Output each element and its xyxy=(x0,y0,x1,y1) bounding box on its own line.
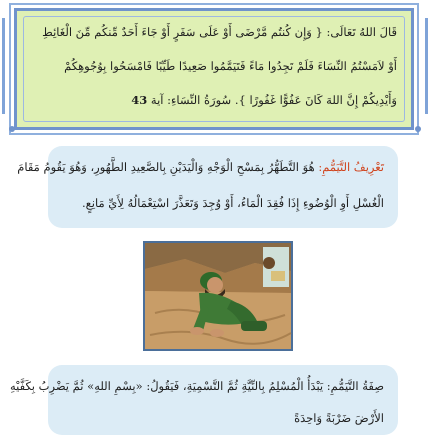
frame-corner-ornament xyxy=(9,126,15,132)
illustration-image xyxy=(145,243,291,349)
description-line-1: صِفَةُ التَّيَمُّمِ: يَبْدَأُ الْمُسْلِمُ بِالنِّيَّةِ ثُمَّ التَّسْمِيَةِ، فَيَقُولُ: «بِسْمِ اللهِ» ثُمَّ يَضْرِبُ بِكَفَّيْهِ xyxy=(9,379,384,393)
definition-line-2: الْغُسْلِ أَوِ الْوُضُوءِ إِذَا فُقِدَ الْمَاءُ، أَوْ وُجِدَ وَتَعَذَّرَ اسْتِعْمَالُهُ لِأَيِّ مَانِعٍ. xyxy=(82,196,384,210)
verse-line-3 xyxy=(31,93,397,107)
right-frame-rule xyxy=(425,18,428,114)
definition-text-1: هُوَ التَّطَهُّرُ بِمَسْحِ الْوَجْهِ وَالْيَدَيْنِ بِالصَّعِيدِ الطَّهُورِ، وَهُوَ يَقُومُ مَقَامَ xyxy=(17,160,315,174)
description-card xyxy=(9,365,398,435)
ayah-number: 43 xyxy=(131,93,148,107)
definition-card xyxy=(17,146,398,228)
left-frame-rule xyxy=(2,18,5,114)
definition-line-1 xyxy=(17,160,384,174)
verse-line-1: قَالَ اللهُ تَعَالَى: { وَإِن كُنتُم مَّرْضَى أَوْ عَلَى سَفَرٍ أَوْ جَاءَ أَحَدٌ مِّنكُم مِّنَ الْغَائِطِ xyxy=(42,25,397,39)
tayammum-illustration xyxy=(143,241,293,351)
description-line-2: الأَرْضَ ضَرْبَةً وَاحِدَةً xyxy=(294,411,384,425)
definition-term: تَعْرِيفُ التَّيَمُّمِ: xyxy=(318,160,384,174)
quran-verse-box xyxy=(14,8,414,130)
verse-line-2: أَوْ لاَمَسْتُمُ النِّسَاءَ فَلَمْ تَجِدُوا مَاءً فَتَيَمَّمُوا صَعِيدًا طَيِّبًا فَامْسَحُوا بِوُجُوهِكُمْ xyxy=(64,59,397,73)
verse-line-3-text: وَأَيْدِيكُمْ إِنَّ اللهَ كَانَ عَفُوًّا غَفُورًا }. سُورَةُ النِّسَاءِ: آية xyxy=(150,93,397,107)
frame-corner-ornament xyxy=(415,126,421,132)
